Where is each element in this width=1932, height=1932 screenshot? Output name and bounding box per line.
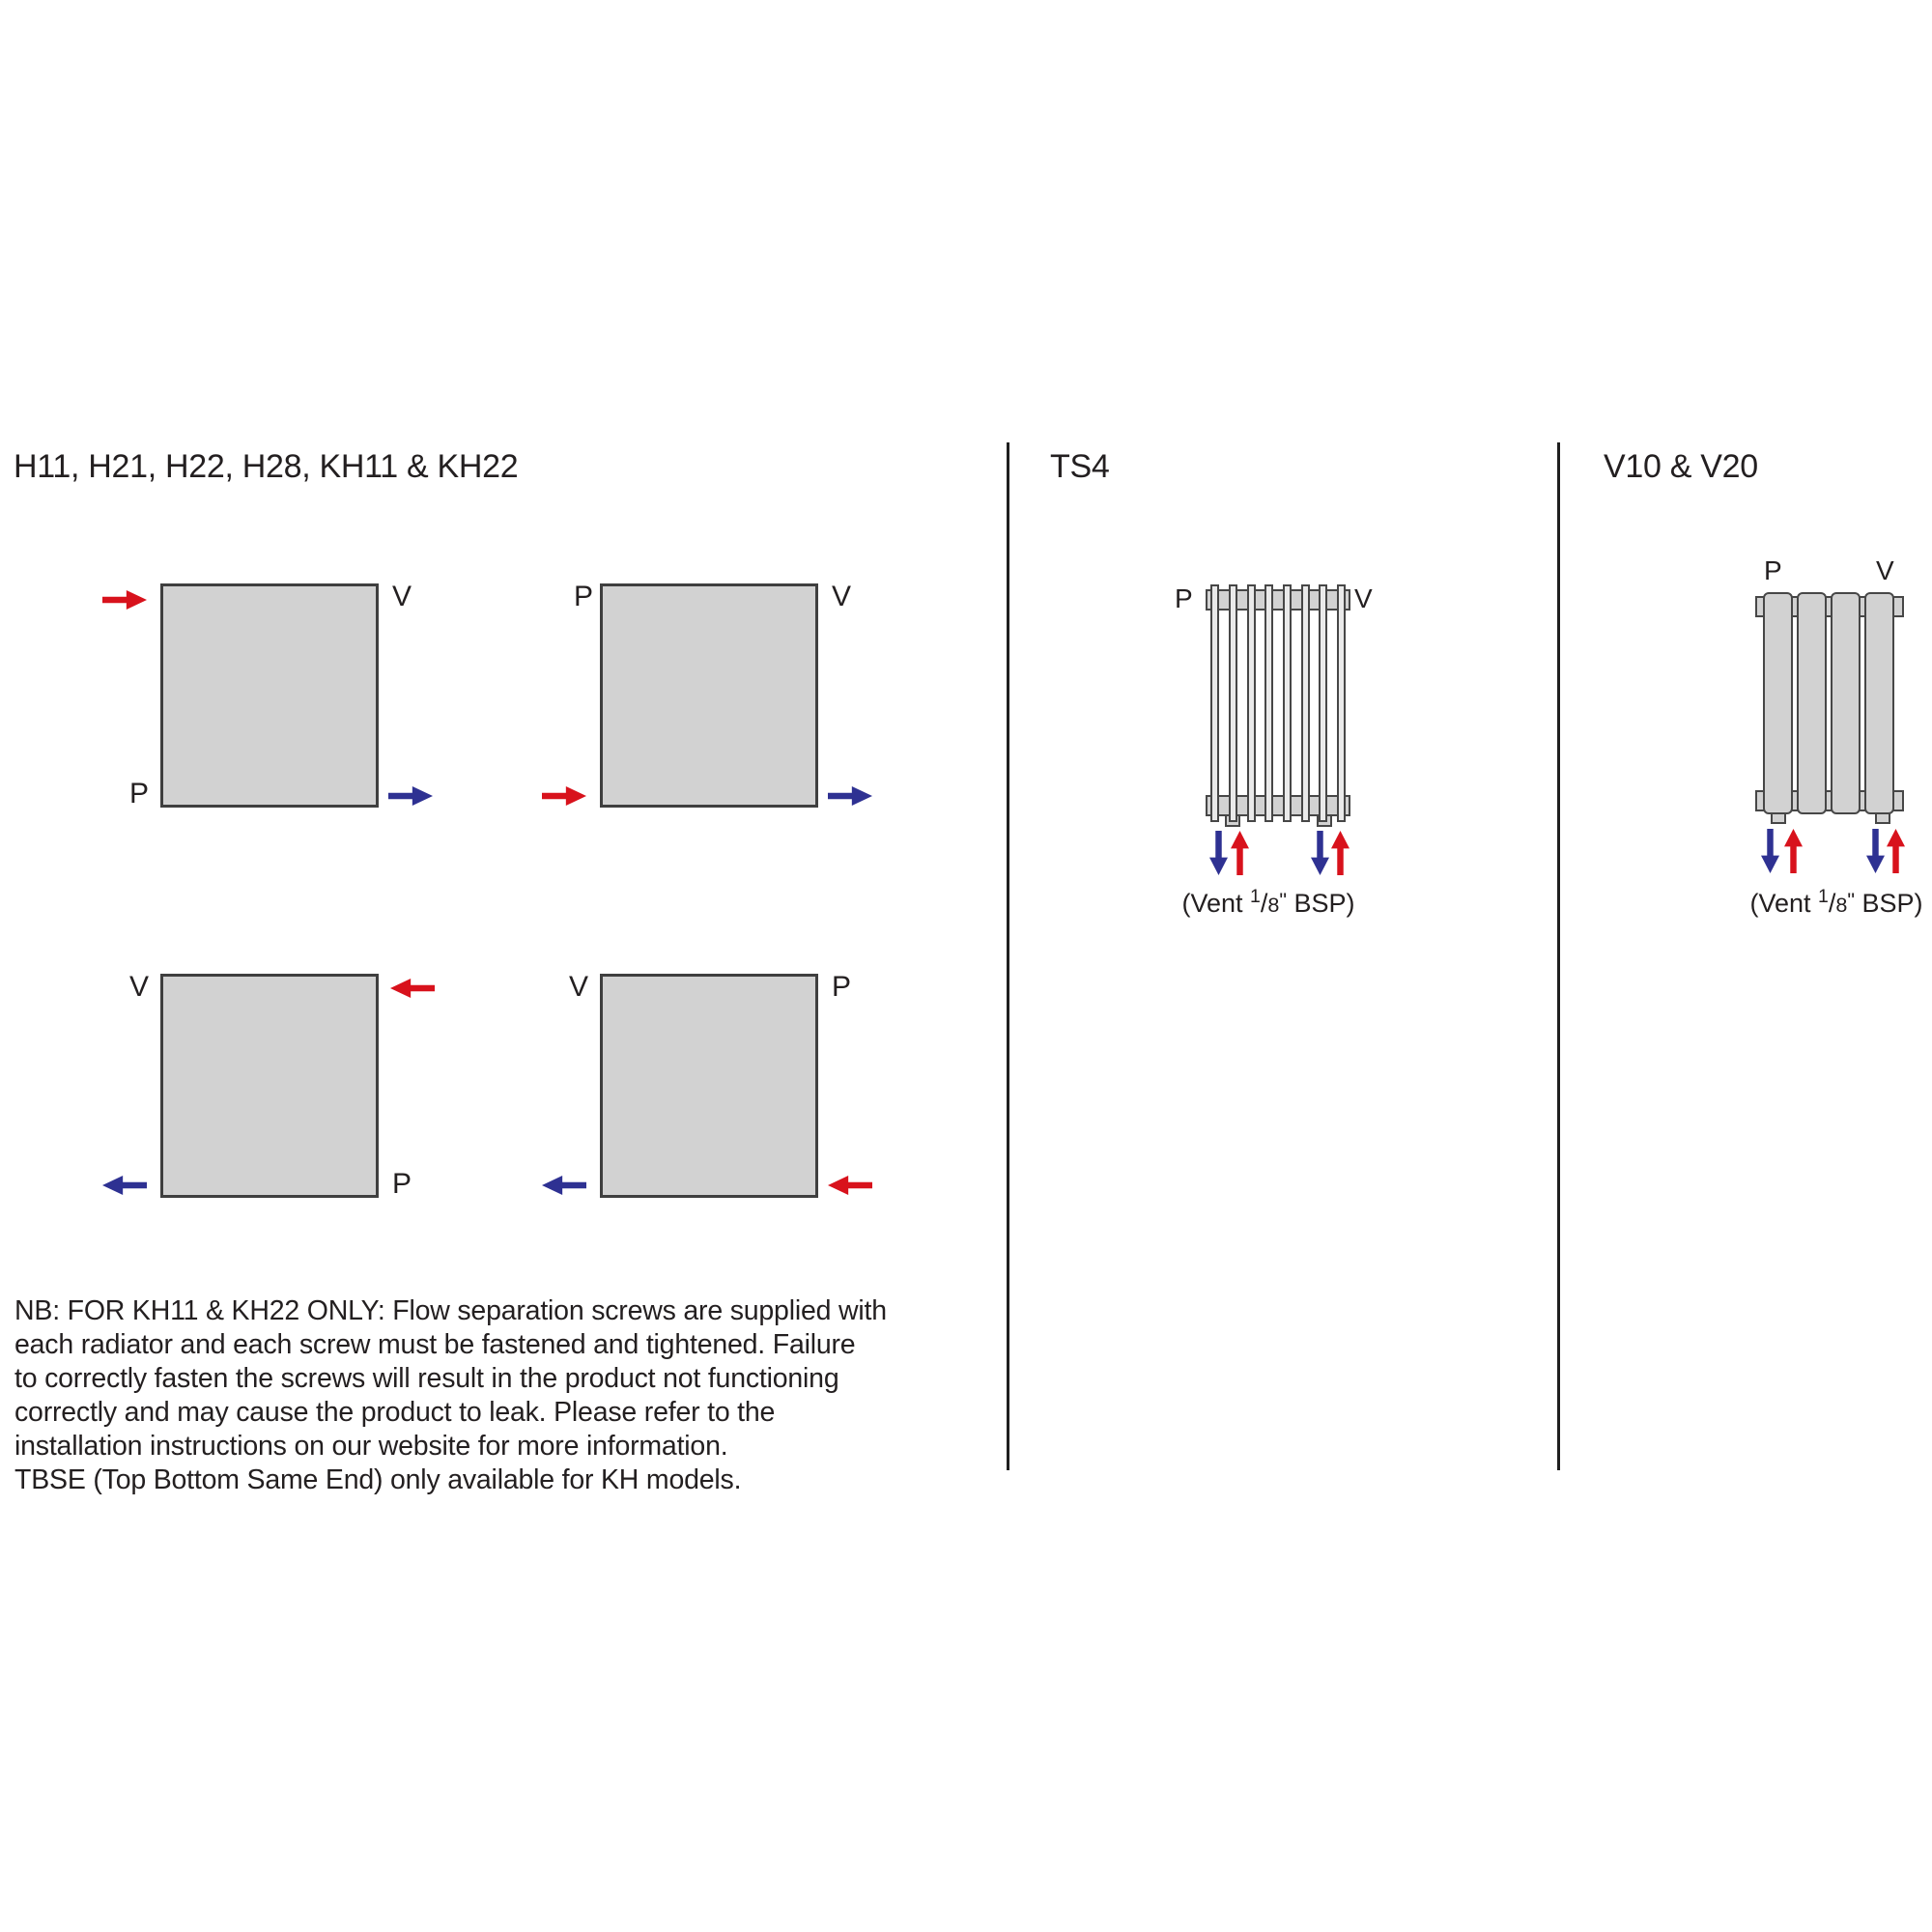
radiator-top-header bbox=[1206, 589, 1350, 611]
return-down-arrow-icon bbox=[1761, 829, 1779, 873]
v-panel-radiator-illustration bbox=[1755, 592, 1904, 822]
return-down-arrow-icon bbox=[1311, 831, 1329, 875]
vent-fraction-denominator: 8 bbox=[1835, 893, 1848, 917]
return-down-arrow-icon bbox=[1866, 829, 1885, 873]
note-line: correctly and may cause the product to leak. Please refer to the bbox=[14, 1397, 776, 1428]
radiator-tube bbox=[1283, 584, 1292, 822]
note-line: installation instructions on our website for more information. bbox=[14, 1431, 728, 1462]
radiator-box-diagram-4 bbox=[600, 974, 818, 1198]
vent-fraction-numerator: 1 bbox=[1818, 886, 1829, 908]
pipe-label: P bbox=[1764, 555, 1782, 585]
vent-label: V bbox=[129, 971, 150, 1003]
vent-fraction-slash: / bbox=[1260, 889, 1268, 918]
ts4-vent-caption bbox=[1152, 886, 1384, 919]
section-divider bbox=[1557, 442, 1560, 1470]
radiator-bottom-header bbox=[1206, 795, 1350, 816]
radiator-box-diagram-1 bbox=[160, 583, 379, 808]
vent-text: BSP) bbox=[1855, 889, 1923, 918]
radiator-tube bbox=[1301, 584, 1310, 822]
radiator-box-diagram-3 bbox=[160, 974, 379, 1198]
flow-out-arrow-icon bbox=[828, 786, 872, 806]
flow-up-arrow-icon bbox=[1231, 831, 1249, 875]
section-title-v10-v20: V10 & V20 bbox=[1604, 448, 1758, 485]
radiator-tube bbox=[1247, 584, 1256, 822]
radiator-tube bbox=[1264, 584, 1273, 822]
radiator-box-diagram-2 bbox=[600, 583, 818, 808]
note-line: NB: FOR KH11 & KH22 ONLY: Flow separation screws are supplied with bbox=[14, 1295, 887, 1326]
radiator-panel bbox=[1864, 592, 1894, 814]
note-line: each radiator and each screw must be fastened and tightened. Failure bbox=[14, 1329, 856, 1360]
section-divider bbox=[1007, 442, 1009, 1470]
vent-label: V bbox=[392, 581, 412, 612]
vent-inch-mark: " bbox=[1279, 887, 1288, 912]
vent-label: V bbox=[832, 581, 852, 612]
flow-up-arrow-icon bbox=[1784, 829, 1803, 873]
flow-up-arrow-icon bbox=[1331, 831, 1350, 875]
vent-label: V bbox=[1354, 583, 1373, 613]
vent-inch-mark: " bbox=[1847, 887, 1856, 912]
vent-label: V bbox=[1876, 555, 1894, 585]
section-title-ts4: TS4 bbox=[1050, 448, 1110, 485]
pipe-label: P bbox=[392, 1168, 412, 1200]
vent-text: (Vent bbox=[1749, 889, 1818, 918]
vent-fraction-denominator: 8 bbox=[1267, 893, 1280, 917]
note-line: to correctly fasten the screws will result in the product not functioning bbox=[14, 1363, 839, 1394]
vent-label: V bbox=[569, 971, 589, 1003]
flow-in-arrow-icon bbox=[102, 590, 147, 610]
v-vent-caption bbox=[1720, 886, 1932, 919]
pipe-label: P bbox=[1175, 583, 1193, 613]
radiator-panel bbox=[1763, 592, 1793, 814]
vent-text: BSP) bbox=[1287, 889, 1355, 918]
flow-out-arrow-icon bbox=[388, 786, 433, 806]
vent-text: (Vent bbox=[1181, 889, 1250, 918]
pipe-label: P bbox=[574, 581, 594, 612]
note-line: TBSE (Top Bottom Same End) only available for KH models. bbox=[14, 1464, 742, 1495]
flow-in-arrow-icon bbox=[542, 786, 586, 806]
flow-out-arrow-icon bbox=[102, 1176, 147, 1195]
vent-fraction-slash: / bbox=[1828, 889, 1836, 918]
flow-up-arrow-icon bbox=[1887, 829, 1905, 873]
kh-note bbox=[14, 1294, 990, 1497]
section-title-horizontal-models: H11, H21, H22, H28, KH11 & KH22 bbox=[14, 448, 519, 485]
pipe-label: P bbox=[832, 971, 852, 1003]
radiator-tube bbox=[1229, 584, 1237, 822]
radiator-panel bbox=[1831, 592, 1861, 814]
flow-in-arrow-icon bbox=[390, 979, 435, 998]
ts4-column-radiator-illustration bbox=[1210, 584, 1346, 829]
pipe-label: P bbox=[129, 778, 150, 810]
radiator-panel bbox=[1797, 592, 1827, 814]
return-down-arrow-icon bbox=[1209, 831, 1228, 875]
radiator-tube bbox=[1210, 584, 1219, 822]
radiator-tube bbox=[1319, 584, 1327, 822]
flow-out-arrow-icon bbox=[542, 1176, 586, 1195]
vent-fraction-numerator: 1 bbox=[1250, 886, 1261, 908]
flow-in-arrow-icon bbox=[828, 1176, 872, 1195]
radiator-tube bbox=[1337, 584, 1346, 822]
